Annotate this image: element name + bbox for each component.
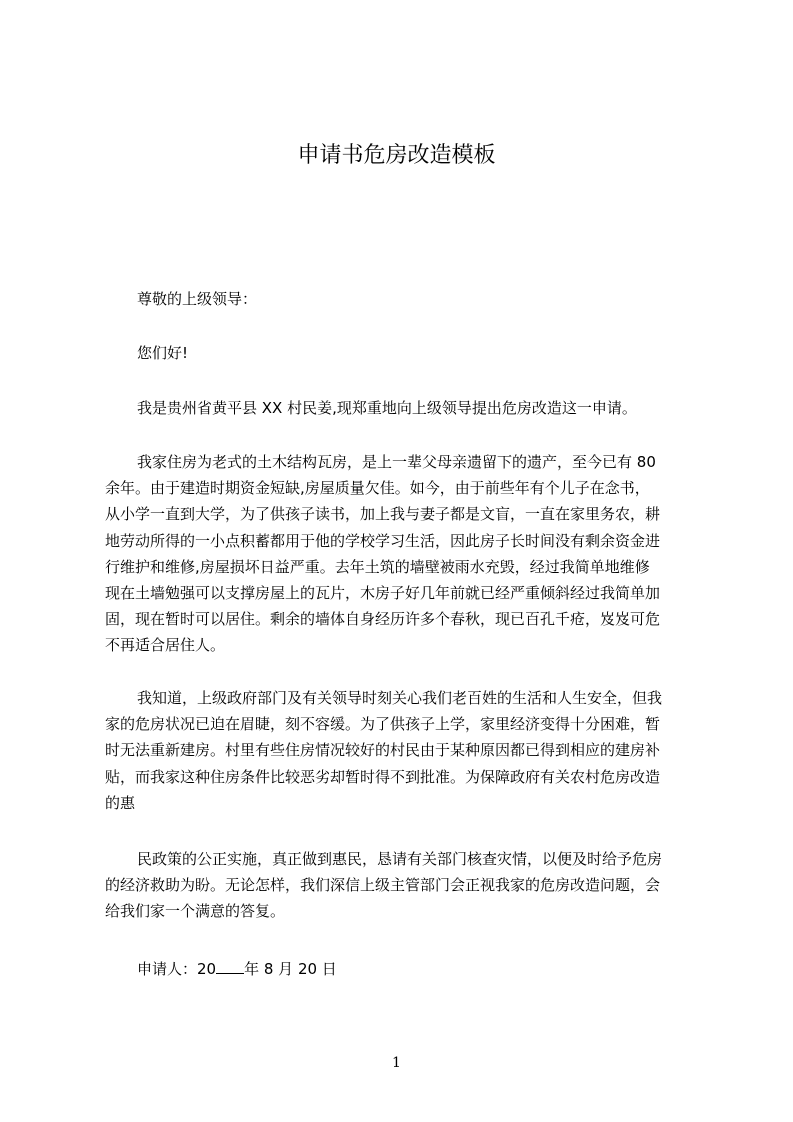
signature-date: 年 8 月 20 日 <box>244 960 337 978</box>
signature-prefix: 申请人：20 <box>137 960 217 978</box>
signature-line <box>105 956 698 982</box>
paragraph-line: 从小学一直到大学，为了供孩子读书，加上我与妻子都是文盲，一直在家里务农，耕 <box>105 505 661 524</box>
paragraph-line: 行维护和维修,房屋损坏日益严重。去年土筑的墙壁被雨水充毁，经过我简单地维修 <box>105 557 650 576</box>
document-title: 申请书危房改造模板 <box>297 143 496 168</box>
paragraph-line: 地劳动所得的一小点积蓄都用于他的学校学习生活，因此房子长时间没有剩余资金进 <box>105 531 661 550</box>
situation-paragraph <box>105 685 698 816</box>
intro-paragraph: 我是贵州省黄平县 XX 村民姜,现郑重地向上级领导提出危房改造这一申请。 <box>137 399 637 417</box>
paragraph-line: 给我们家一个满意的答复。 <box>105 902 286 921</box>
year-blank <box>216 958 244 974</box>
paragraph-line: 家的危房状况已迫在眉睫，刻不容缓。为了供孩子上学，家里经济变得十分困难，暂 <box>105 715 661 734</box>
policy-request-paragraph <box>105 846 698 925</box>
paragraph-line: 我知道，上级政府部门及有关领导时刻关心我们老百姓的生活和人生安全，但我 <box>137 689 663 707</box>
paragraph-line: 余年。由于建造时期资金短缺,房屋质量欠佳。如今，由于前些年有个儿子在念书， <box>105 479 650 498</box>
paragraph-line: 时无法重新建房。村里有些住房情况较好的村民由于某种原因都已得到相应的建房补 <box>105 741 661 760</box>
house-condition-paragraph <box>105 449 698 659</box>
paragraph-line: 现在土墙勉强可以支撑房屋上的瓦片，木房子好几年前就已经严重倾斜经过我简单加 <box>105 584 661 603</box>
paragraph-line: 不再适合居住人。 <box>105 636 226 655</box>
hello-paragraph: 您们好! <box>137 344 189 362</box>
paragraph-line: 固，现在暂时可以居住。剩余的墙体自身经历许多个春秋，现已百孔千疮，岌岌可危 <box>105 610 661 629</box>
greeting-paragraph: 尊敬的上级领导： <box>137 290 258 308</box>
paragraph-line: 我家住房为老式的土木结构瓦房，是上一辈父母亲遗留下的遗产，至今已有 80 <box>137 453 656 471</box>
page-number: 1 <box>392 1055 401 1071</box>
paragraph-line: 贴，而我家这种住房条件比较恶劣却暂时得不到批准。为保障政府有关农村危房改造 <box>105 767 661 786</box>
paragraph-line: 民政策的公正实施，真正做到惠民，恳请有关部门核查灾情，以便及时给予危房 <box>137 850 663 868</box>
paragraph-line: 的经济救助为盼。无论怎样，我们深信上级主管部门会正视我家的危房改造问题，会 <box>105 876 661 895</box>
paragraph-line: 的惠 <box>105 793 136 812</box>
